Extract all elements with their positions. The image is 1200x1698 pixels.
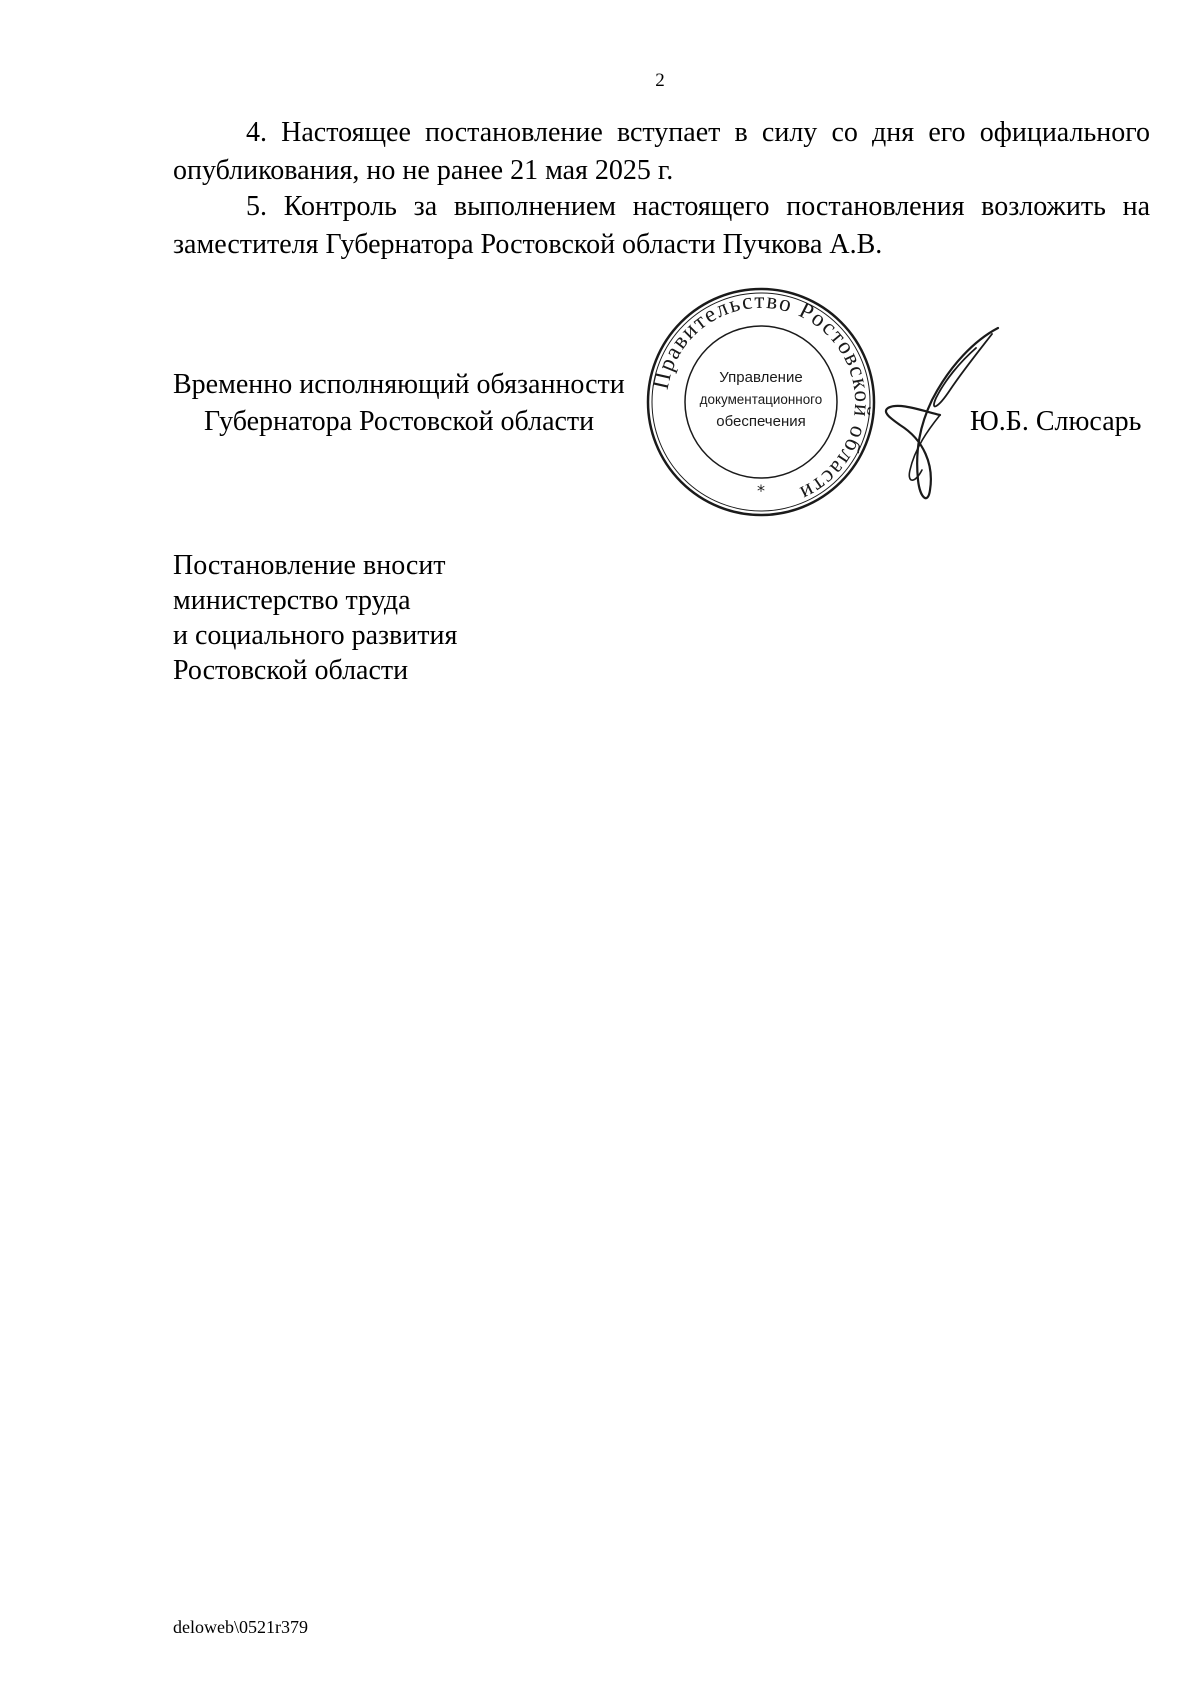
introduced-by-block: [173, 548, 457, 688]
paragraph-control: 5. Контроль за выполнением настоящего постановления возложить на заместителя Губернатора Ростовской области Пучкова А.В.: [173, 191, 1150, 260]
introduced-by-line3: и социального развития: [173, 620, 458, 651]
seal-star: *: [757, 481, 765, 500]
signatory-name: Ю.Б. Слюсарь: [970, 406, 1142, 437]
introduced-by-line4: Ростовской области: [173, 655, 409, 686]
signatory-title: [173, 366, 625, 440]
document-code: deloweb\0521r379: [173, 1617, 308, 1637]
seal-inner-line2: документационного: [699, 391, 823, 408]
introduced-by-line2: министерство труда: [173, 585, 411, 616]
page-number: 2: [655, 70, 665, 91]
signatory-title-line1: Временно исполняющий обязанности: [173, 369, 625, 400]
paragraph-effective-date: 4. Настоящее постановление вступает в силу со дня его официального опубликования, но не ранее 21 мая 2025 г.: [173, 117, 1150, 186]
introduced-by-line1: Постановление вносит: [173, 550, 446, 581]
seal-inner-line1: Управление: [719, 369, 803, 386]
official-seal: [645, 286, 877, 518]
seal-outer-text: Правительство Ростовской области: [647, 287, 876, 507]
signatory-title-line2: Губернатора Ростовской области: [204, 406, 595, 437]
seal-inner-line3: обеспечения: [716, 413, 806, 430]
